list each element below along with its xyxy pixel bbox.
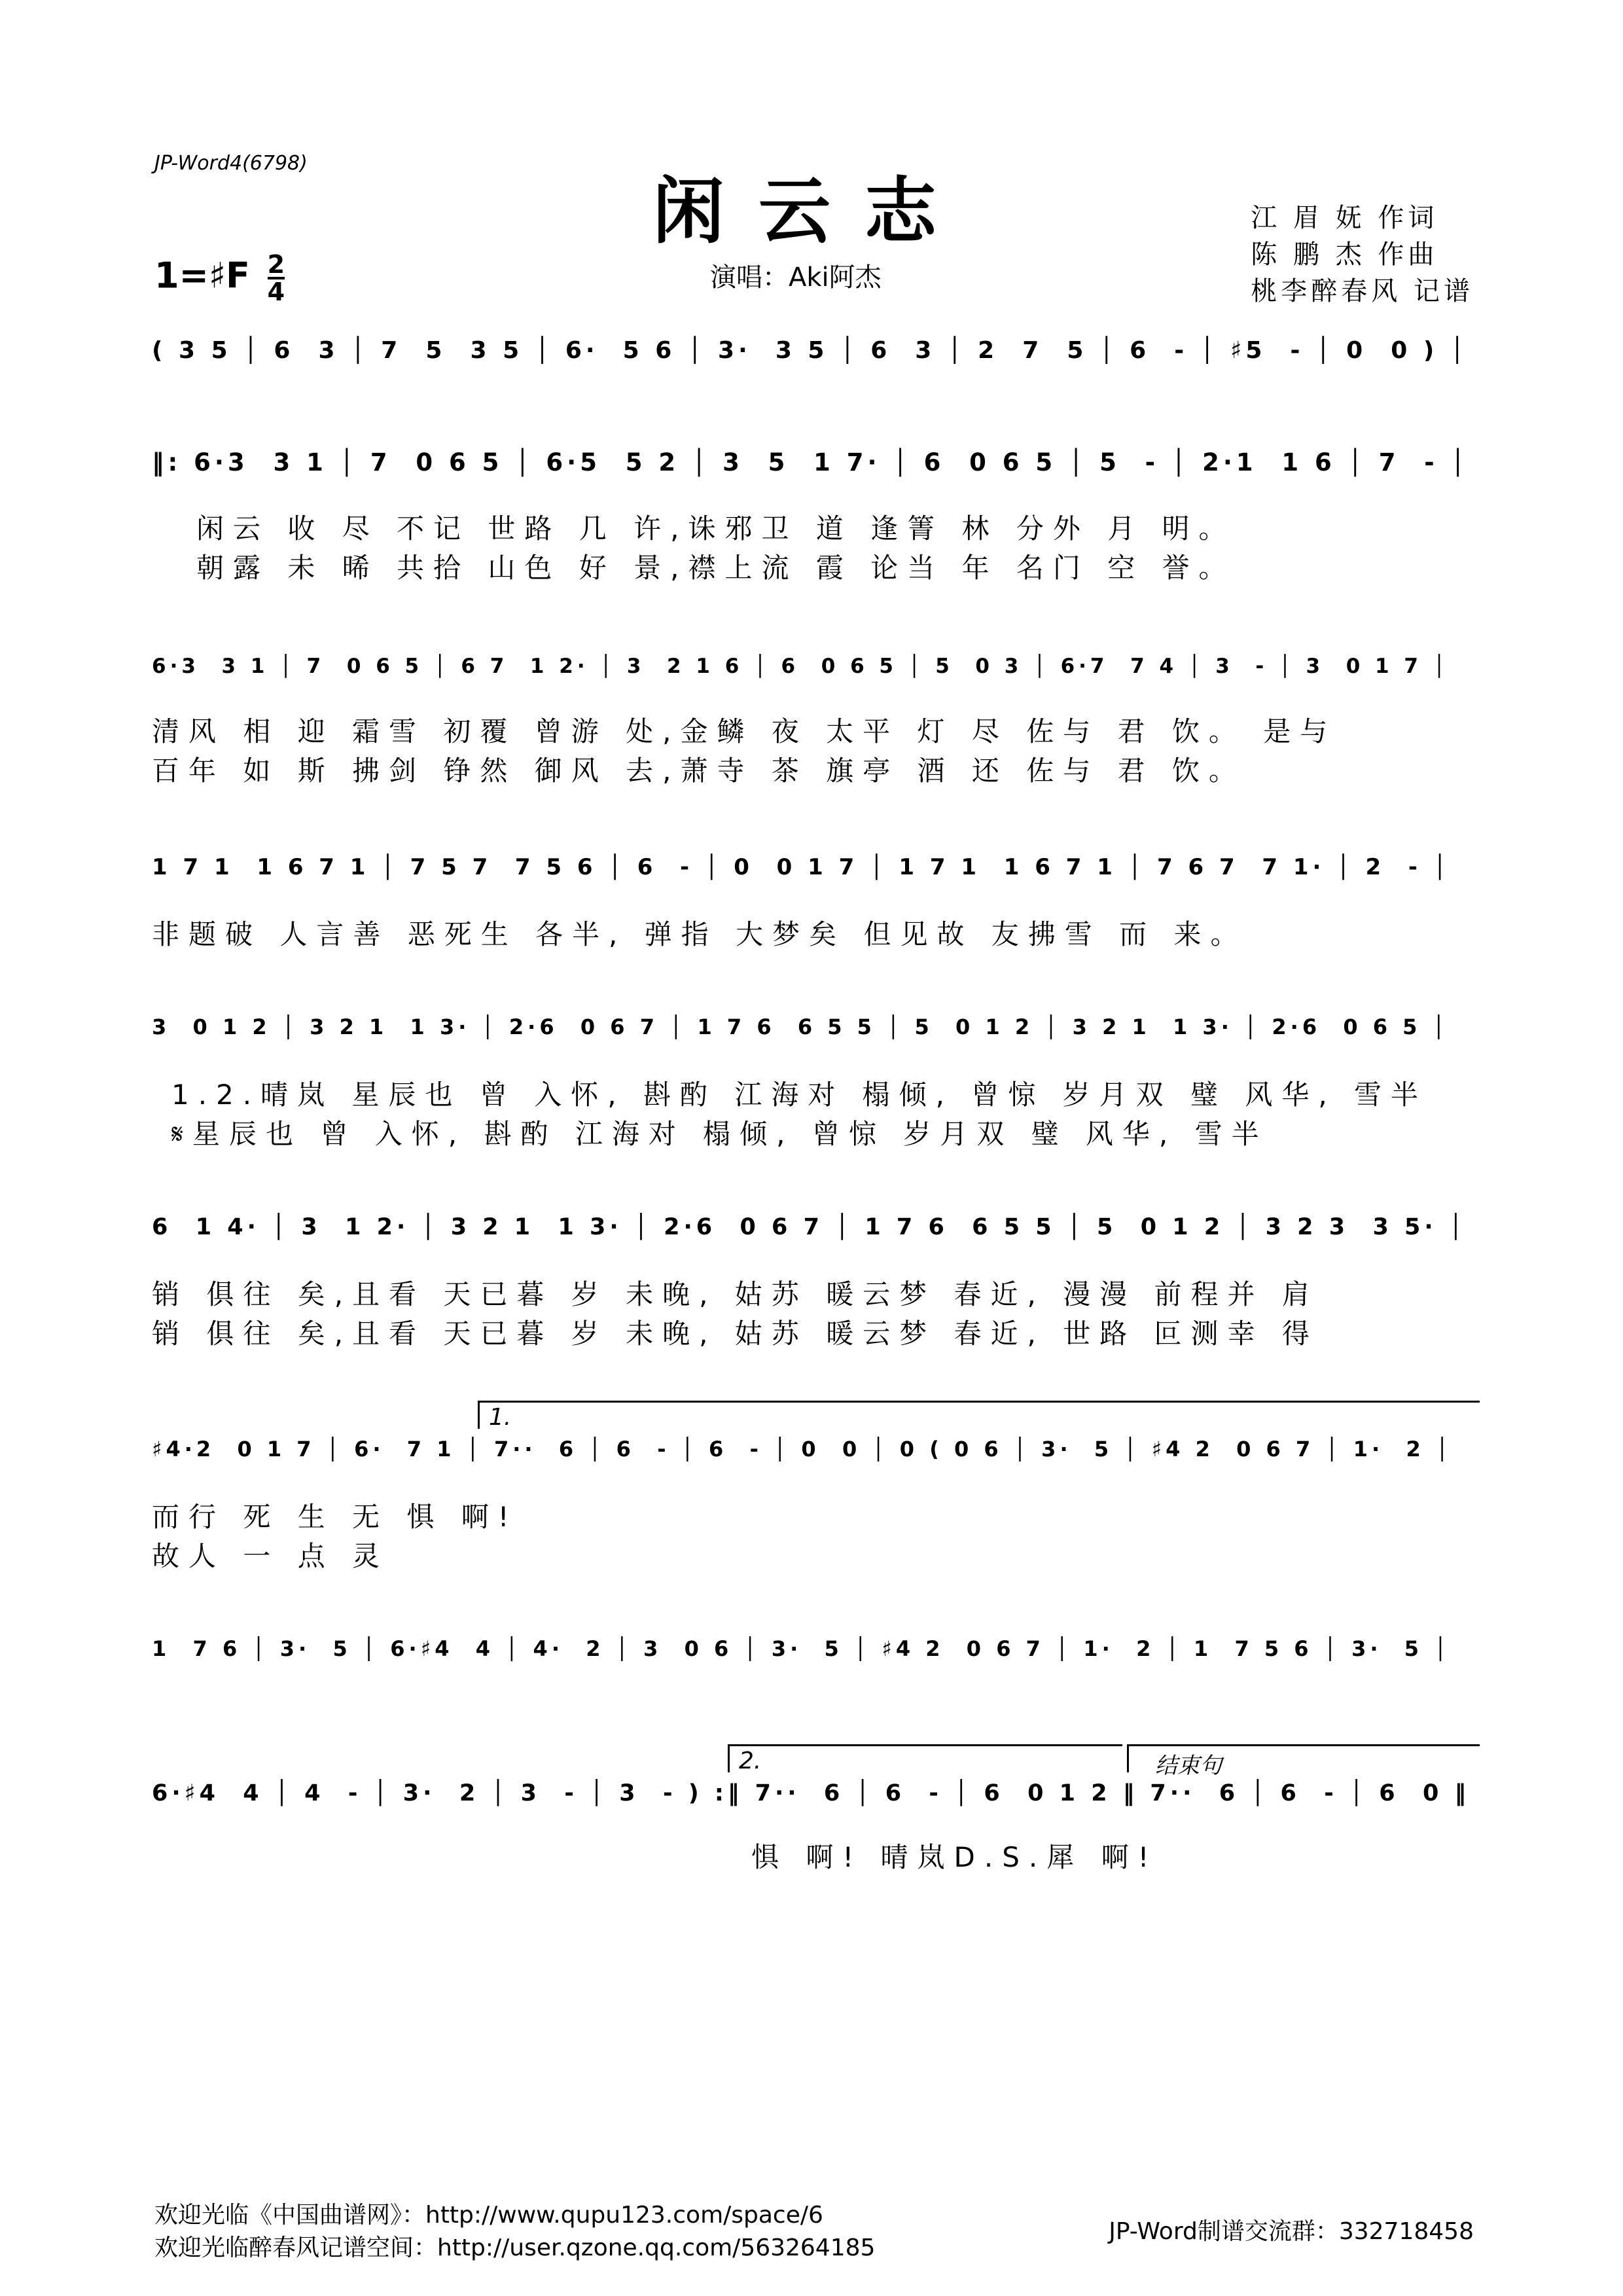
notes: ( 3 5 │ 6 3 │ 7 5 3 5 │ 6· 5 6 │ 3· 3 5 │ 6 3 │ 2 7 5 │ 6 - │ ♯5 - │ 0 0 ) │ xyxy=(152,337,1469,364)
volta-bracket-1 xyxy=(478,1401,1480,1429)
lyric-line: 惧 啊! 晴岚D.S.犀 啊! xyxy=(751,1841,1158,1873)
staff-system-1 xyxy=(152,337,1478,416)
lyric-line: 百年 如 斯 拂剑 铮然 御风 去,萧寺 茶 旗亭 酒 还 佐与 君 饮。 xyxy=(152,755,1245,787)
song-title: 闲云志 xyxy=(652,169,971,253)
footer-line-2: 欢迎光临醉春风记谱空间：http://user.qzone.qq.com/563264185 xyxy=(154,2234,876,2261)
time-top: 2 xyxy=(267,250,285,279)
composer: 陈 鹏 杰 作曲 xyxy=(1251,240,1438,270)
volta-label: 1. xyxy=(489,1404,512,1431)
time-bottom: 4 xyxy=(267,278,285,306)
lyric-line: 𝄋星辰也 曾 入怀, 斟酌 江海对 榻倾, 曾惊 岁月双 璧 风华, 雪半 xyxy=(171,1118,1268,1150)
staff-system-8 xyxy=(152,1636,1478,1715)
notes: ‖: 6·3 3 1 │ 7 0 6 5 │ 6·5 5 2 │ 3 5 1 7· │ 6 0 6 5 │ 5 - │ 2·1 1 6 │ 7 - │ xyxy=(152,448,1469,476)
volta-label: 2. xyxy=(739,1748,762,1774)
footer-group: JP-Word制谱交流群：332718458 xyxy=(1109,2218,1474,2245)
volta-bracket-2 xyxy=(728,1744,1122,1772)
notes: 3 0 1 2 │ 3 2 1 1 3· │ 2·6 0 6 7 │ 1 7 6 6 5 5 │ 5 0 1 2 │ 3 2 1 1 3· │ 2·6 0 6 5 │ xyxy=(152,1014,1449,1039)
footer-links xyxy=(154,2199,875,2265)
key-label: 1=♯F xyxy=(154,255,250,296)
notes: 6·♯4 4 │ 4 - │ 3· 2 │ 3 - │ 3 - ) :‖ 7·· 6 │ 6 - │ 6 0 1 2 ‖ 7·· 6 │ 6 - │ 6 0 ‖ xyxy=(152,1780,1470,1806)
key-signature xyxy=(154,252,285,304)
singer: 演唱：Aki阿杰 xyxy=(710,262,882,293)
lyric-line: 1.2.晴岚 星辰也 曾 入怀, 斟酌 江海对 榻倾, 曾惊 岁月双 璧 风华, 雪半 xyxy=(171,1079,1428,1111)
lyric-line: 非题破 人言善 恶死生 各半, 弹指 大梦矣 但见故 友拂雪 而 来。 xyxy=(152,918,1247,950)
credits xyxy=(1251,200,1474,310)
coda-bracket xyxy=(1127,1744,1480,1779)
lyricist: 江 眉 妩 作词 xyxy=(1251,203,1438,233)
lyric-line: 而行 死 生 无 惧 啊! xyxy=(152,1501,518,1533)
lyric-line: 朝露 未 晞 共拾 山色 好 景,襟上流 霞 论当 年 名门 空 誉。 xyxy=(196,552,1236,584)
lyric-line: 清风 相 迎 霜雪 初覆 曾游 处,金鳞 夜 太平 灯 尽 佐与 君 饮。 是与 xyxy=(152,715,1337,747)
notes: ♯4·2 0 1 7 │ 6· 7 1 │ 7·· 6 │ 6 - │ 6 - │ 0 0 │ 0 ( 0 6 │ 3· 5 │ ♯4 2 0 6 7 │ 1· 2 │ xyxy=(152,1437,1453,1462)
notes: 6·3 3 1 │ 7 0 6 5 │ 6 7 1 2· │ 3 2 1 6 │ 6 0 6 5 │ 5 0 3 │ 6·7 7 4 │ 3 - │ 3 0 1 7 │ xyxy=(152,655,1450,678)
notes: 1 7 6 │ 3· 5 │ 6·♯4 4 │ 4· 2 │ 3 0 6 │ 3· 5 │ ♯4 2 0 6 7 │ 1· 2 │ 1 7 5 6 │ 3· 5 │ xyxy=(152,1636,1451,1661)
software-label: JP-Word4(6798) xyxy=(154,152,308,175)
lyric-line: 故人 一 点 灵 xyxy=(152,1540,389,1572)
transcriber: 桃李醉春风 记谱 xyxy=(1251,276,1474,306)
coda-label: 结束句 xyxy=(1155,1753,1222,1779)
lyric-line: 销 俱往 矣,且看 天已暮 岁 未晚, 姑苏 暖云梦 春近, 漫漫 前程并 肩 xyxy=(152,1278,1319,1310)
notes: 6 1 4· │ 3 1 2· │ 3 2 1 1 3· │ 2·6 0 6 7 │ 1 7 6 6 5 5 │ 5 0 1 2 │ 3 2 3 3 5· │ xyxy=(152,1214,1467,1240)
lyric-line: 销 俱往 矣,且看 天已暮 岁 未晚, 姑苏 暖云梦 春近, 世路 叵测幸 得 xyxy=(152,1318,1319,1350)
notes: 1 7 1 1 6 7 1 │ 7 5 7 7 5 6 │ 6 - │ 0 0 1 7 │ 1 7 1 1 6 7 1 │ 7 6 7 7 1· │ 2 - │ xyxy=(152,854,1451,880)
lyric-line: 闲云 收 尽 不记 世路 几 许,诛邪卫 道 逢箐 林 分外 月 明。 xyxy=(196,512,1236,545)
time-signature xyxy=(268,252,285,304)
footer-line-1: 欢迎光临《中国曲谱网》：http://www.qupu123.com/space/6 xyxy=(154,2202,823,2229)
